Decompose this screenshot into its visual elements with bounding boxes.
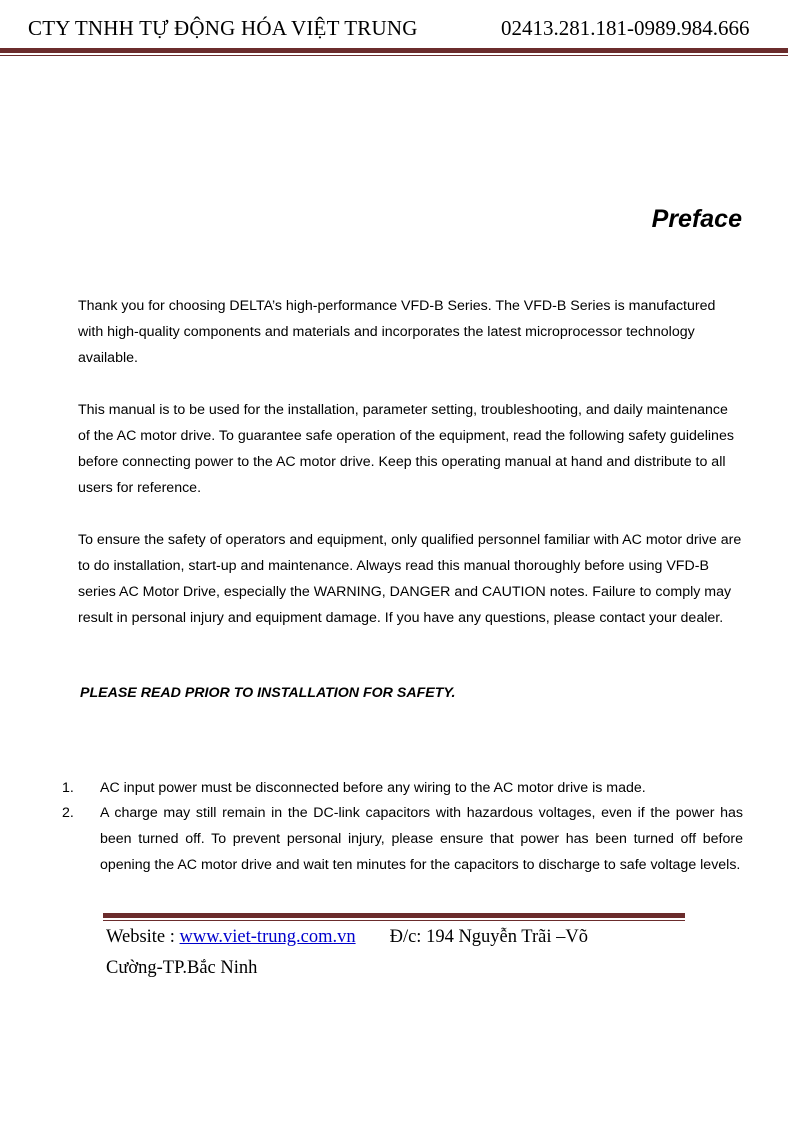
page-title: Preface — [651, 205, 742, 233]
company-phone: 02413.281.181-0989.984.666 — [501, 16, 750, 40]
intro-paragraph: Thank you for choosing DELTA’s high-performance VFD-B Series. The VFD-B Series is manufactured with high-quality components and materials and incorporates the latest microprocessor technology available. — [78, 298, 716, 366]
list-item-text: AC input power must be disconnected before any wiring to the AC motor drive is made. — [100, 780, 646, 796]
company-name: CTY TNHH TỰ ĐỘNG HÓA VIỆT TRUNG — [28, 16, 418, 40]
website-link[interactable]: www.viet-trung.com.vn — [179, 927, 356, 947]
safety-personnel-paragraph: To ensure the safety of operators and equipment, only qualified personnel familiar with AC motor drive are to do installation, start-up and maintenance. Always read this manual thoroughly before using VFD-B series AC Motor Drive, especially the WARNING, DANGER and CAUTION notes. Failure to comply may result in personal injury and equipment damage. If you have any questions, please contact your dealer. — [78, 532, 742, 626]
list-item-number: 1. — [62, 780, 74, 796]
header-divider-thin — [0, 55, 788, 56]
list-item-text: A charge may still remain in the DC-link capacitors with hazardous voltages, even if the power has been turned off. To prevent personal injury, please ensure that power has been turned off before opening the AC motor drive and wait ten minutes for the capacitors to discharge to safe voltage levels. — [100, 805, 743, 873]
header-divider — [0, 48, 788, 53]
footer-contact — [106, 922, 666, 984]
address-line-2: Cường-TP.Bắc Ninh — [106, 958, 258, 978]
safety-heading: PLEASE READ PRIOR TO INSTALLATION FOR SAFETY. — [80, 685, 456, 701]
manual-usage-paragraph: This manual is to be used for the installation, parameter setting, troubleshooting, and daily maintenance of the AC motor drive. To guarantee safe operation of the equipment, read the following safety guidelines before connecting power to the AC motor drive. Keep this operating manual at hand and distribute to all users for reference. — [78, 402, 734, 496]
list-item — [58, 775, 743, 801]
address-line-1: Đ/c: 194 Nguyễn Trãi –Võ — [389, 927, 588, 947]
footer-divider-thin — [103, 920, 685, 921]
list-item — [58, 800, 743, 878]
footer-divider — [103, 913, 685, 918]
website-label: Website : — [106, 927, 180, 947]
list-item-number: 2. — [62, 805, 74, 821]
